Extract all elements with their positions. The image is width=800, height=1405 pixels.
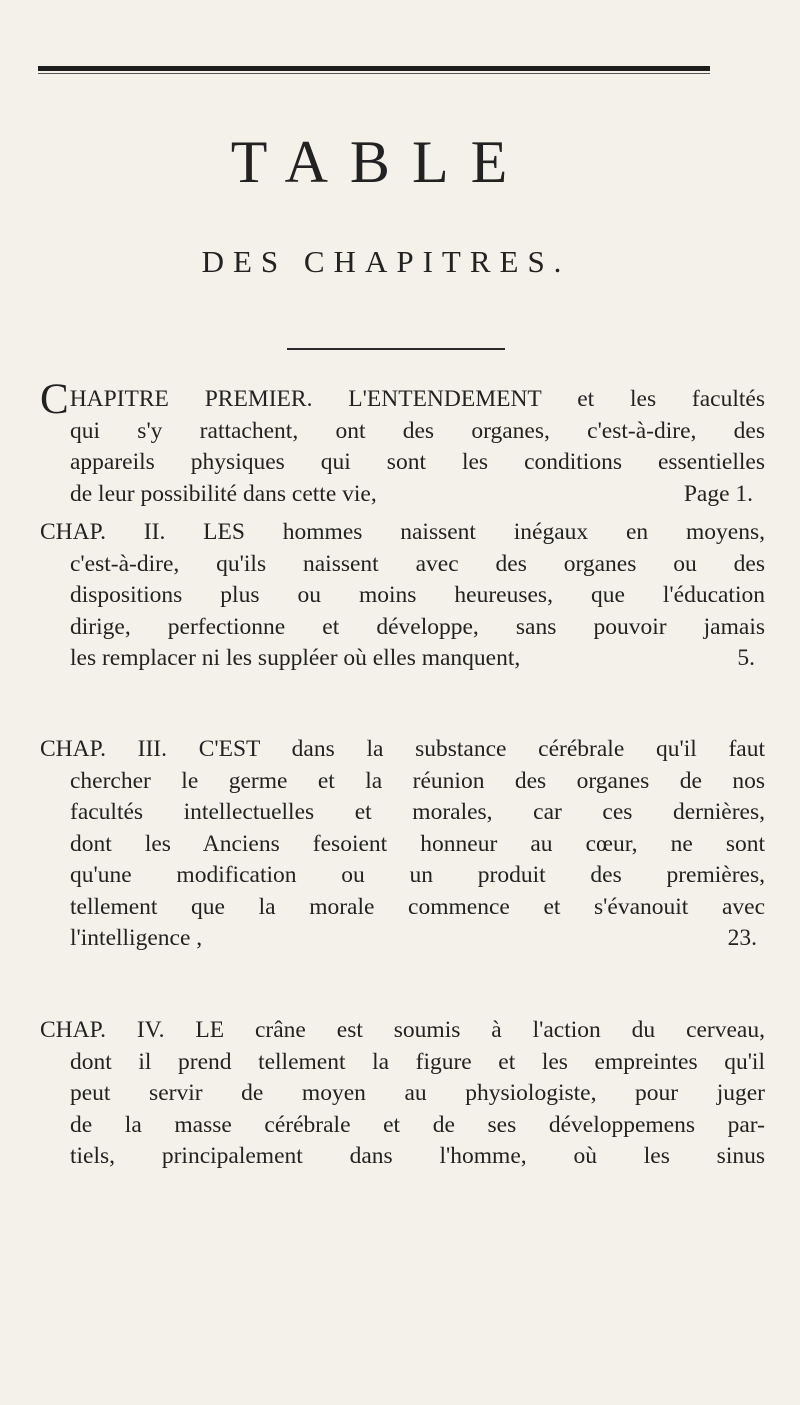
- toc-entry-chapter-3: [40, 734, 765, 955]
- toc-entry-chapter-4: [40, 1015, 765, 1173]
- toc-entry-line: dispositions plus ou moins heureuses, que l'éducation: [70, 582, 765, 608]
- toc-entry-line: chercher le germe et la réunion des organes de nos: [70, 767, 765, 794]
- toc-entry-line: peut servir de moyen au physiologiste, pour juger: [70, 1080, 765, 1106]
- toc-entry-line: [40, 923, 765, 955]
- page-number: 23.: [727, 925, 757, 951]
- toc-entry-line: appareils physiques qui sont les conditions essentielles: [70, 449, 765, 475]
- page-title: TABLE: [230, 129, 530, 195]
- top-rule-thin: [38, 73, 710, 74]
- toc-entry-line: c'est-à-dire, qu'ils naissent avec des organes ou des: [70, 550, 765, 577]
- toc-entry-chapter-1: [40, 376, 765, 510]
- toc-entry-line: qu'une modification ou un produit des premières,: [70, 862, 765, 888]
- entry-text: les remplacer ni les suppléer où elles manquent,: [70, 645, 521, 671]
- entry-text: de leur possibilité dans cette vie,: [70, 480, 377, 507]
- toc-entry-line: CHAP. III. C'EST dans la substance cérébrale qu'il faut: [40, 736, 765, 762]
- toc-entry-line: de la masse cérébrale et de ses développemens par-: [70, 1111, 765, 1138]
- toc-entry-line: CHAP. IV. LE crâne est soumis à l'action du cerveau,: [40, 1017, 765, 1043]
- toc-entry-line: qui s'y rattachent, ont des organes, c'est-à-dire, des: [70, 417, 765, 444]
- page-subtitle: DES CHAPITRES.: [201, 244, 571, 279]
- toc-entry-line: [40, 376, 765, 423]
- drop-cap: C: [40, 376, 69, 423]
- toc-entry-chapter-2: [40, 517, 765, 675]
- entry-text: HAPITRE PREMIER. L'ENTENDEMENT et les facultés: [69, 386, 765, 412]
- entry-text: l'intelligence ,: [70, 925, 203, 951]
- toc-entry-line: facultés intellectuelles et morales, car ces dernières,: [70, 799, 765, 825]
- toc-entry-line: tiels, principalement dans l'homme, où les sinus: [70, 1143, 765, 1169]
- toc-entry-line: [40, 479, 765, 511]
- toc-entry-line: dont les Anciens fesoient honneur au cœur, ne sont: [70, 830, 765, 857]
- page-number: 5.: [737, 645, 755, 671]
- toc-entry-line: dont il prend tellement la figure et les empreintes qu'il: [70, 1048, 765, 1075]
- toc-entry-line: [40, 643, 765, 675]
- top-rule: [38, 66, 710, 71]
- toc-entry-line: tellement que la morale commence et s'évanouit avec: [70, 893, 765, 920]
- toc-entry-line: CHAP. II. LES hommes naissent inégaux en moyens,: [40, 519, 765, 545]
- section-divider: [287, 348, 505, 350]
- toc-entry-line: dirige, perfectionne et développe, sans pouvoir jamais: [70, 613, 765, 640]
- page-number: Page 1.: [683, 480, 753, 507]
